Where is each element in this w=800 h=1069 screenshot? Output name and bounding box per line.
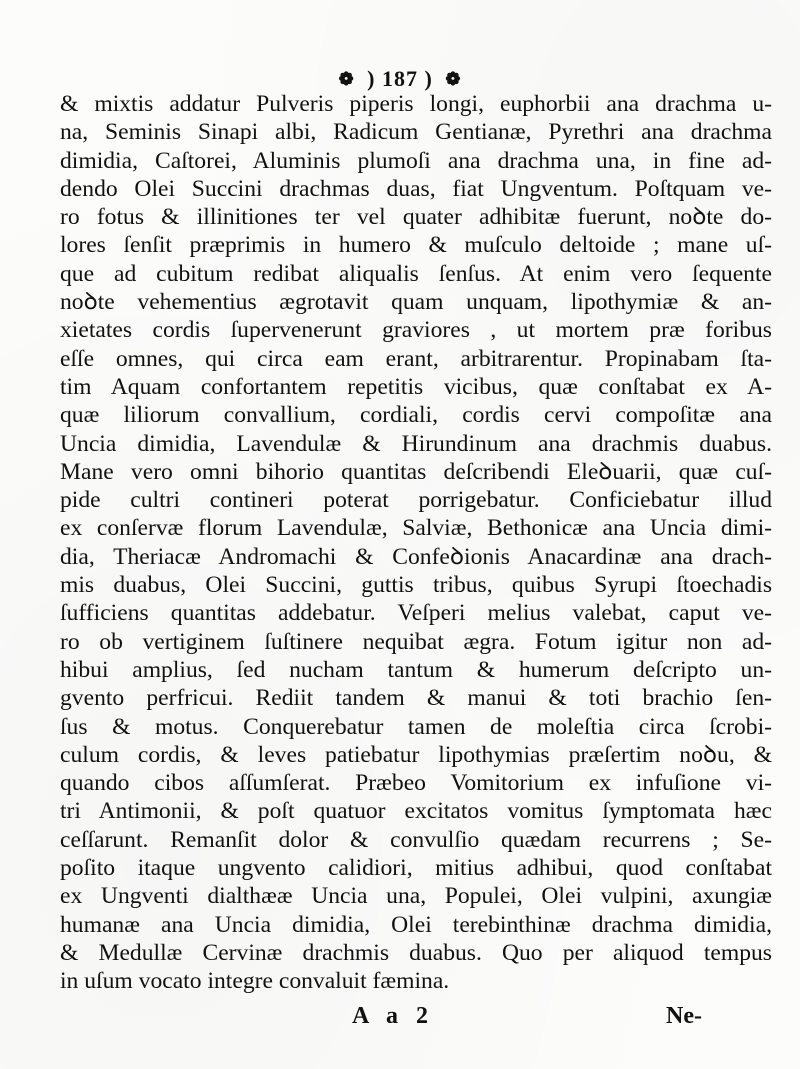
text-line: hibui amplius, ſed nucham tantum & humerum deſcripto un-: [60, 656, 772, 683]
text-line: humanæ ana Uncia dimidia, Olei terebinthinæ drachma dimidia,: [60, 911, 772, 938]
text-line: ex Ungventi dialthææ Uncia una, Populei, Olei vulpini, axungiæ: [60, 883, 772, 910]
running-header: [0, 66, 800, 92]
text-line: & Medullæ Cervinæ drachmis duabus. Quo per aliquod tempus: [60, 939, 772, 966]
text-line: que ad cubitum redibat aliqualis ſenſus. At enim vero ſequente: [60, 260, 772, 287]
text-line-last: in uſum vocato integre convaluit fæmina.: [60, 968, 450, 995]
text-line: dimidia, Caſtorei, Aluminis plumoſi ana drachma una, in fine ad-: [60, 147, 772, 174]
signature-mark: A a 2: [352, 1003, 435, 1029]
right-ornament-icon: ❁: [445, 69, 462, 89]
text-line: ex conſervæ florum Lavendulæ, Salviæ, Bethonicæ ana Uncia dimi-: [60, 515, 772, 542]
text-line: ro ob vertiginem ſuſtinere nequibat ægra. Fotum igitur non ad-: [60, 628, 772, 655]
catchword: Ne-: [666, 1003, 702, 1029]
text-line: ſus & motus. Conquerebatur tamen de moleſtia circa ſcrobi-: [60, 713, 772, 740]
text-line: dia, Theriacæ Andromachi & Confeꝺionis Anacardinæ ana drach-: [60, 543, 772, 570]
text-line: quæ liliorum convallium, cordiali, cordis cervi compoſitæ ana: [60, 402, 772, 429]
text-line: culum cordis, & leves patiebatur lipothymias præſertim noꝺu, &: [60, 741, 772, 768]
text-line: quando cibos aſſumſerat. Præbeo Vomitorium ex infuſione vi-: [60, 770, 772, 797]
text-line: ro fotus & illinitiones ter vel quater adhibitæ fuerunt, noꝺte do-: [60, 204, 772, 231]
text-line: poſito itaque ungvento calidiori, mitius adhibui, quod conſtabat: [60, 855, 772, 882]
page-number: ) 187 ): [367, 66, 433, 91]
text-line: Uncia dimidia, Lavendulæ & Hirundinum ana drachmis duabus.: [60, 430, 772, 457]
text-line: tri Antimonii, & poſt quatuor excitatos vomitus ſymptomata hæc: [60, 798, 772, 825]
text-line: lores ſenſit præprimis in humero & muſculo deltoide ; mane uſ-: [60, 232, 772, 259]
text-line: dendo Olei Succini drachmas duas, fiat Ungventum. Poſtquam ve-: [60, 175, 772, 202]
text-line: eſſe omnes, qui circa eam erant, arbitrarentur. Propinabam ſta-: [60, 345, 772, 372]
text-line: & mixtis addatur Pulveris piperis longi, euphorbii ana drachma u-: [60, 91, 772, 117]
text-line: xietates cordis ſupervenerunt graviores , ut mortem præ foribus: [60, 317, 772, 344]
text-line: ſufficiens quantitas addebatur. Veſperi melius valebat, caput ve-: [60, 600, 772, 627]
text-line: na, Seminis Sinapi albi, Radicum Gentianæ, Pyrethri ana drachma: [60, 119, 772, 146]
text-line: pide cultri contineri poterat porrigebatur. Conficiebatur illud: [60, 487, 772, 514]
left-ornament-icon: ❁: [338, 69, 355, 89]
text-line: tim Aquam confortantem repetitis vicibus, quæ conſtabat ex A-: [60, 373, 772, 400]
text-line: noꝺte vehementius ægrotavit quam unquam, lipothymiæ & an-: [60, 289, 772, 316]
text-line: gvento perfricui. Rediit tandem & manui & toti brachio ſen-: [60, 685, 772, 712]
text-line: ceſſarunt. Remanſit dolor & convulſio quædam recurrens ; Se-: [60, 826, 772, 853]
text-line: Mane vero omni bihorio quantitas deſcribendi Eleꝺuarii, quæ cuſ-: [60, 458, 772, 485]
page-footer: [0, 1003, 800, 1033]
text-block: [60, 90, 772, 996]
text-line: mis duabus, Olei Succini, guttis tribus, quibus Syrupi ſtoechadis: [60, 572, 772, 599]
